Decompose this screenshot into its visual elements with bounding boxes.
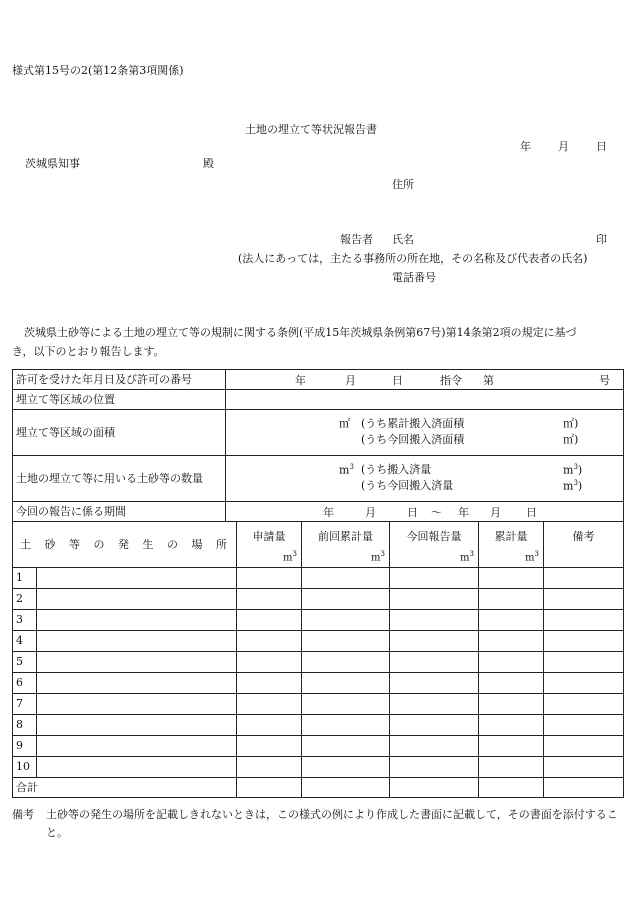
period-month2: 月 [490,505,501,519]
location-value[interactable] [226,390,624,410]
row-number: 1 [13,568,37,589]
table-row [13,568,624,589]
soil-current-unit: m [563,479,574,493]
applied-cell[interactable] [237,694,302,715]
remarks-cell[interactable] [544,610,624,631]
total-header: 累計量 $m^3$ [479,522,544,568]
sum-this-report-cell[interactable] [390,778,479,798]
table-row [13,715,624,736]
footnote-label: 備考 [12,808,34,821]
sum-row [13,778,624,798]
remarks-cell[interactable] [544,589,624,610]
period-row [13,502,624,522]
permit-label: 許可を受けた年月日及び許可の番号 [13,370,226,390]
remarks-header [544,522,624,568]
previous-cell[interactable] [302,610,390,631]
permit-month: 月 [345,373,356,387]
name-label: 氏名 [392,233,414,246]
area-row [13,410,624,456]
place-cell[interactable] [37,568,237,589]
applied-cell[interactable] [237,568,302,589]
soil-row [13,456,624,502]
applied-cell[interactable] [237,757,302,778]
period-value[interactable] [226,502,624,522]
row-number: 6 [13,673,37,694]
period-year2: 年 [458,505,469,519]
date-year: 年 [520,140,531,153]
table-row [13,736,624,757]
place-cell[interactable] [37,715,237,736]
remarks-cell[interactable] [544,673,624,694]
total-cell[interactable] [479,631,544,652]
column-header-row [13,522,624,568]
area-cumulative: (うち累計搬入済面積 [361,416,465,430]
sum-total-cell[interactable] [479,778,544,798]
place-header-char: 生 [142,537,154,551]
this-report-cell[interactable] [390,694,479,715]
permit-year: 年 [295,373,306,387]
remarks-cell[interactable] [544,568,624,589]
permit-dai: 第 [483,373,494,387]
remarks-header-label: 備考 [572,530,595,543]
soil-carried-unit: m [563,463,574,477]
remarks-cell[interactable] [544,631,624,652]
remarks-cell[interactable] [544,736,624,757]
row-number: 8 [13,715,37,736]
table-row [13,757,624,778]
area-unit: ㎡ [339,416,350,430]
body-text-line2: き，以下のとおり報告します。 [12,345,165,358]
period-day2: 日 [526,505,537,519]
table-row [13,673,624,694]
sum-label: 合計 [13,778,237,798]
row-number: 9 [13,736,37,757]
place-header-char: の [167,537,178,551]
place-header-char: の [93,537,105,551]
sum-previous-cell[interactable] [302,778,390,798]
address-label: 住所 [392,178,414,191]
this-report-header: 今回報告量 $m^3$ [390,522,479,568]
applied-cell[interactable] [237,652,302,673]
row-number: 3 [13,610,37,631]
total-cell[interactable] [479,589,544,610]
location-label: 埋立て等区域の位置 [13,390,226,410]
place-header-char: 発 [118,537,129,551]
previous-cell[interactable] [302,715,390,736]
report-table [12,369,624,798]
remarks-cell[interactable] [544,694,624,715]
period-day1: 日 [407,505,418,519]
previous-cell[interactable] [302,673,390,694]
place-header-char: 土 [20,537,31,551]
addressee-name: 茨城県知事 [25,157,80,170]
total-cell[interactable] [479,736,544,757]
place-cell[interactable] [37,589,237,610]
applied-cell[interactable] [237,673,302,694]
place-cell[interactable] [37,694,237,715]
sum-applied-cell[interactable] [237,778,302,798]
sum-remarks-cell[interactable] [544,778,624,798]
this-report-cell[interactable] [390,757,479,778]
this-report-cell[interactable] [390,610,479,631]
soil-value[interactable]: $m^3$ (うち搬入済量 $m^3$) (うち今回搬入済量 $m^3$) [226,456,624,502]
period-tilde: ～ [431,505,442,519]
date-day: 日 [596,140,607,153]
area-current: (うち今回搬入済面積 [361,432,465,446]
permit-row [13,370,624,390]
place-cell[interactable] [37,757,237,778]
soil-current: (うち今回搬入済量 [361,478,454,492]
place-cell[interactable] [37,610,237,631]
this-report-header-unit: m [460,552,470,563]
total-cell[interactable] [479,673,544,694]
footnote [12,806,622,842]
period-month1: 月 [365,505,376,519]
area-current-unit: ㎡) [563,432,579,446]
total-header-unit: m [525,552,535,563]
table-row [13,694,624,715]
footnote-text: 土砂等の発生の場所を記載しきれないときは，この様式の例により作成した書面に記載して，その書面を添付すること。 [46,808,618,839]
date-month: 月 [558,140,569,153]
area-cumulative-unit: ㎡) [563,416,579,430]
applied-cell[interactable] [237,736,302,757]
place-cell[interactable] [37,673,237,694]
soil-label: 土地の埋立て等に用いる土砂等の数量 [13,456,226,502]
total-header-label: 累計量 [494,530,528,543]
place-cell[interactable] [37,736,237,757]
total-cell[interactable] [479,652,544,673]
this-report-cell[interactable] [390,568,479,589]
place-cell[interactable] [37,652,237,673]
permit-go: 号 [599,373,610,387]
row-number: 4 [13,631,37,652]
previous-cell[interactable] [302,652,390,673]
table-row [13,652,624,673]
this-report-cell[interactable] [390,589,479,610]
area-label: 埋立て等区域の面積 [13,410,226,456]
previous-cell[interactable] [302,631,390,652]
seal-mark: 印 [596,233,607,246]
place-header-char: 等 [69,537,80,551]
this-report-cell[interactable] [390,631,479,652]
total-cell[interactable] [479,757,544,778]
applied-cell[interactable] [237,715,302,736]
this-report-cell[interactable] [390,673,479,694]
form-number: 様式第15号の2(第12条第3項関係) [12,64,184,77]
previous-cell[interactable] [302,568,390,589]
soil-carried: (うち搬入済量 [361,462,432,476]
place-header-char: 場 [191,537,203,551]
previous-header-label: 前回累計量 [318,530,373,543]
applied-cell[interactable] [237,610,302,631]
period-year1: 年 [323,505,334,519]
this-report-cell[interactable] [390,652,479,673]
total-cell[interactable] [479,715,544,736]
location-row [13,390,624,410]
previous-cell[interactable] [302,736,390,757]
place-cell[interactable] [37,631,237,652]
soil-unit: m [339,463,350,477]
applied-header: 申請量 $m^3$ [237,522,302,568]
corporate-note: (法人にあっては，主たる事務所の所在地，その名称及び代表者の氏名) [238,252,588,265]
period-label: 今回の報告に係る期間 [13,502,226,522]
previous-cell[interactable] [302,757,390,778]
remarks-cell[interactable] [544,715,624,736]
reporter-label: 報告者 [340,233,373,246]
previous-header-unit: m [371,552,381,563]
previous-cell[interactable] [302,589,390,610]
page-title: 土地の埋立て等状況報告書 [245,123,377,136]
total-cell[interactable] [479,568,544,589]
applied-header-unit: m [283,552,293,563]
table-row [13,631,624,652]
phone-label: 電話番号 [392,271,436,284]
this-report-cell[interactable] [390,736,479,757]
area-value[interactable] [226,410,624,456]
row-number: 5 [13,652,37,673]
previous-cell[interactable] [302,694,390,715]
remarks-cell[interactable] [544,757,624,778]
place-header-char: 所 [216,537,227,551]
body-text-line1: 茨城県土砂等による土地の埋立て等の規制に関する条例(平成15年茨城県条例第67号)第14条第2項の規定に基づ [24,326,577,339]
applied-cell[interactable] [237,631,302,652]
permit-value[interactable] [226,370,624,390]
applied-header-label: 申請量 [252,530,286,543]
previous-header: 前回累計量 $m^3$ [302,522,390,568]
applied-cell[interactable] [237,589,302,610]
this-report-header-label: 今回報告量 [406,530,462,543]
total-cell[interactable] [479,610,544,631]
row-number: 10 [13,757,37,778]
place-header [13,522,237,568]
permit-directive: 指令 [440,373,462,387]
row-number: 2 [13,589,37,610]
row-number: 7 [13,694,37,715]
table-row [13,610,624,631]
place-header-char: 砂 [44,537,56,551]
permit-day: 日 [392,373,403,387]
table-row [13,589,624,610]
this-report-cell[interactable] [390,715,479,736]
total-cell[interactable] [479,694,544,715]
remarks-cell[interactable] [544,652,624,673]
addressee-honorific: 殿 [203,157,214,170]
